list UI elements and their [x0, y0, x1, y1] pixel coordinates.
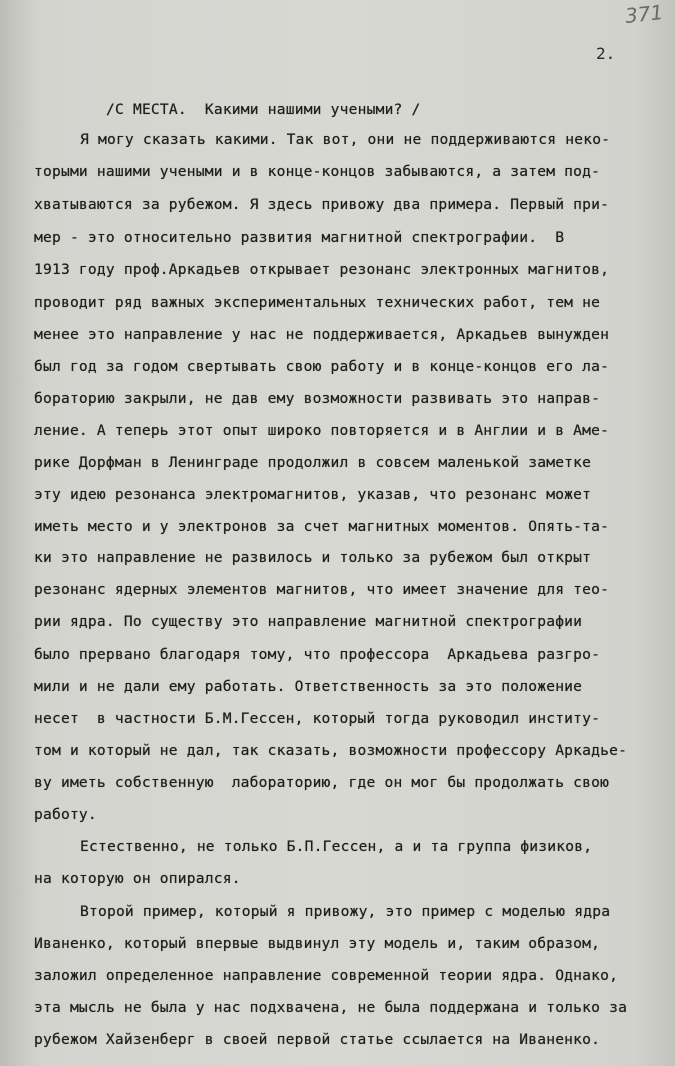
text-line: ки это направление не развилось и только за рубежом был открыт [34, 549, 592, 566]
text-line: рубежом Хайзенберг в своей первой статье ссылается на Иваненко. [34, 1031, 601, 1048]
text-line: заложил определенное направление современной теории ядра. Однако, [34, 967, 619, 984]
text-line: Иваненко, который впервые выдвинул эту модель и, таким образом, [34, 935, 601, 952]
text-line: ву иметь собственную лабораторию, где он мог бы продолжать свою [34, 774, 610, 791]
text-line: работу. [34, 806, 97, 823]
text-line: несет в частности Б.М.Гессен, который тогда руководил институ- [34, 710, 601, 727]
text-line: рике Дорфман в Ленинграде продолжил в совсем маленькой заметке [34, 454, 592, 471]
text-line: на которую он опирался. [34, 870, 241, 887]
text-line: рии ядра. По существу это направление магнитной спектрографии [34, 613, 583, 630]
text-line: Второй пример, который я привожу, это пример с моделью ядра [80, 903, 611, 920]
text-line: эта мысль не была у нас подхвачена, не была поддержана и только за [34, 999, 628, 1016]
text-line: был год за годом свертывать свою работу и в конце-концов его ла- [34, 358, 610, 375]
text-line: мили и не дали ему работать. Ответственность за это положение [34, 678, 583, 695]
text-line: менее это направление у нас не поддерживается, Аркадьев вынужден [34, 326, 610, 343]
archive-number: 371 [623, 0, 665, 28]
text-line: эту идею резонанса электромагнитов, указав, что резонанс может [34, 486, 592, 503]
text-line: хватываются за рубежом. Я здесь привожу два примера. Первый при- [34, 196, 610, 213]
text-line: резонанс ядерных элементов магнитов, что имеет значение для тео- [34, 581, 610, 598]
text-line: мер - это относительно развития магнитной спектрографии. В [34, 229, 565, 246]
text-line: торыми нашими учеными и в конце-концов забываются, а затем под- [34, 163, 601, 180]
page-number: 2. [596, 44, 616, 63]
text-line: 1913 году проф.Аркадьев открывает резонанс электронных магнитов, [34, 261, 610, 278]
text-line: Естественно, не только Б.П.Гессен, а и та группа физиков, [80, 838, 593, 855]
text-line: бораторию закрыли, не дав ему возможности развивать это направ- [34, 390, 601, 407]
text-line: Я могу сказать какими. Так вот, они не поддерживаются неко- [80, 131, 611, 148]
text-line: ление. А теперь этот опыт широко повторяется и в Англии и в Аме- [34, 422, 610, 439]
text-line: проводит ряд важных экспериментальных технических работ, тем не [34, 294, 601, 311]
text-line: иметь место и у электронов за счет магнитных моментов. Опять-та- [34, 518, 610, 535]
text-line: было прервано благодаря тому, что профессора Аркадьева разгро- [34, 646, 601, 663]
text-line: /С МЕСТА. Какими нашими учеными? / [106, 101, 421, 118]
text-line: том и который не дал, так сказать, возможности профессору Аркадье- [34, 742, 628, 759]
